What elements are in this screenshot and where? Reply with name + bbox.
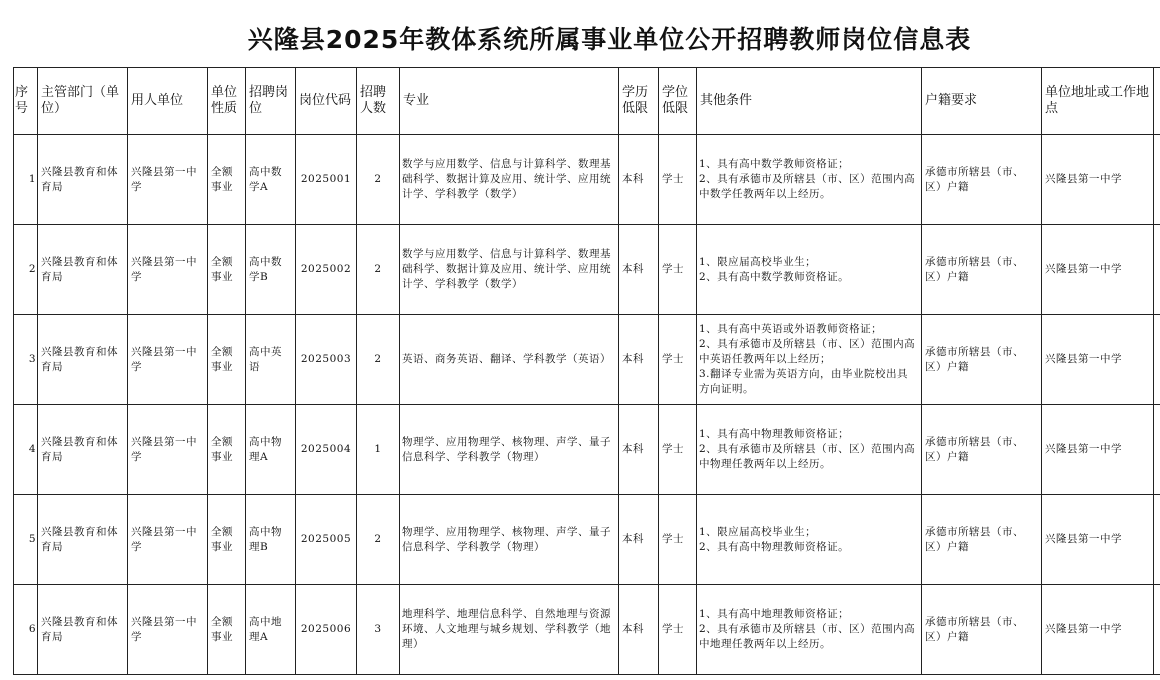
cell-extra [1154,225,1160,315]
cell-conditions [697,225,922,315]
header-addr: 单位地址或工作地点 [1042,68,1154,135]
condition-line: 2、具有承德市及所辖县（市、区）范围内高中数学任教两年以上经历。 [699,173,916,200]
cell-degree: 学士 [659,225,697,315]
cell-major: 英语、商务英语、翻译、学科教学（英语） [400,315,619,405]
cell-count: 1 [357,405,400,495]
cell-dept: 兴隆县教育和体育局 [38,495,128,585]
cell-extra [1154,495,1160,585]
cell-huji: 承德市所辖县（市、区）户籍 [922,315,1042,405]
cell-post: 高中地理A [246,585,296,675]
cell-conditions [697,135,922,225]
header-degree: 学位低限 [659,68,697,135]
cell-addr: 兴隆县第一中学 [1042,405,1154,495]
cell-dept: 兴隆县教育和体育局 [38,135,128,225]
cell-unit: 兴隆县第一中学 [128,315,208,405]
cell-huji: 承德市所辖县（市、区）户籍 [922,135,1042,225]
header-nature: 单位性质 [208,68,246,135]
cell-nature: 全额事业 [208,405,246,495]
cell-idx: 6 [14,585,38,675]
cell-code: 2025006 [296,585,357,675]
cell-dept: 兴隆县教育和体育局 [38,315,128,405]
cell-idx: 1 [14,135,38,225]
header-edu: 学历低限 [619,68,659,135]
cell-unit: 兴隆县第一中学 [128,405,208,495]
cell-code: 2025001 [296,135,357,225]
cell-addr: 兴隆县第一中学 [1042,585,1154,675]
table-row [14,495,1160,585]
cell-count: 3 [357,585,400,675]
condition-line: 2、具有承德市及所辖县（市、区）范围内高中地理任教两年以上经历。 [699,623,916,650]
cell-conditions [697,405,922,495]
cell-major: 数学与应用数学、信息与计算科学、数理基础科学、数据计算及应用、统计学、应用统计学、学科教学（数学） [400,135,619,225]
condition-line: 2、具有承德市及所辖县（市、区）范围内高中英语任教两年以上经历； [699,338,916,365]
cell-extra [1154,405,1160,495]
cell-degree: 学士 [659,495,697,585]
cell-major: 地理科学、地理信息科学、自然地理与资源环境、人文地理与城乡规划、学科教学（地理） [400,585,619,675]
condition-line: 2、具有高中物理教师资格证。 [699,540,850,553]
table-row [14,585,1160,675]
cell-edu: 本科 [619,585,659,675]
cell-conditions [697,495,922,585]
cell-dept: 兴隆县教育和体育局 [38,405,128,495]
cell-post: 高中数学B [246,225,296,315]
table-row [14,135,1160,225]
cell-idx: 4 [14,405,38,495]
cell-count: 2 [357,225,400,315]
condition-line: 2、具有承德市及所辖县（市、区）范围内高中物理任教两年以上经历。 [699,443,916,470]
cell-code: 2025004 [296,405,357,495]
cell-count: 2 [357,315,400,405]
cell-addr: 兴隆县第一中学 [1042,315,1154,405]
header-idx: 序号 [14,68,38,135]
table-row [14,405,1160,495]
header-code: 岗位代码 [296,68,357,135]
condition-line: 1、限应届高校毕业生； [699,255,817,268]
condition-line: 1、具有高中英语或外语教师资格证； [699,323,883,335]
cell-extra [1154,135,1160,225]
cell-idx: 2 [14,225,38,315]
cell-post: 高中物理B [246,495,296,585]
cell-edu: 本科 [619,225,659,315]
page-title: 兴隆县2025年教体系统所属事业单位公开招聘教师岗位信息表 [247,25,972,54]
header-major: 专业 [400,68,619,135]
cell-conditions [697,315,922,405]
cell-huji: 承德市所辖县（市、区）户籍 [922,585,1042,675]
cell-extra [1154,585,1160,675]
cell-dept: 兴隆县教育和体育局 [38,225,128,315]
cell-degree: 学士 [659,585,697,675]
cell-huji: 承德市所辖县（市、区）户籍 [922,225,1042,315]
condition-line: 1、具有高中地理教师资格证； [699,608,850,620]
cell-huji: 承德市所辖县（市、区）户籍 [922,495,1042,585]
cell-count: 2 [357,135,400,225]
table-body [14,135,1160,675]
table-row [14,225,1160,315]
cell-major: 物理学、应用物理学、核物理、声学、量子信息科学、学科教学（物理） [400,495,619,585]
cell-huji: 承德市所辖县（市、区）户籍 [922,405,1042,495]
cell-nature: 全额事业 [208,225,246,315]
cell-major: 数学与应用数学、信息与计算科学、数理基础科学、数据计算及应用、统计学、应用统计学、学科教学（数学） [400,225,619,315]
cell-nature: 全额事业 [208,495,246,585]
header-unit: 用人单位 [128,68,208,135]
table-header-row [14,68,1160,135]
header-huji: 户籍要求 [922,68,1042,135]
header-conditions: 其他条件 [697,68,922,135]
cell-dept: 兴隆县教育和体育局 [38,585,128,675]
header-post: 招聘岗位 [246,68,296,135]
cell-idx: 3 [14,315,38,405]
cell-nature: 全额事业 [208,135,246,225]
cell-nature: 全额事业 [208,585,246,675]
cell-edu: 本科 [619,405,659,495]
cell-degree: 学士 [659,315,697,405]
cell-degree: 学士 [659,135,697,225]
cell-count: 2 [357,495,400,585]
cell-code: 2025005 [296,495,357,585]
cell-major: 物理学、应用物理学、核物理、声学、量子信息科学、学科教学（物理） [400,405,619,495]
cell-post: 高中英语 [246,315,296,405]
condition-line: 2、具有高中数学教师资格证。 [699,270,850,283]
cell-edu: 本科 [619,315,659,405]
cell-addr: 兴隆县第一中学 [1042,135,1154,225]
cell-degree: 学士 [659,405,697,495]
cell-unit: 兴隆县第一中学 [128,135,208,225]
table-row [14,315,1160,405]
job-table [13,67,1160,675]
header-extra [1154,68,1160,135]
condition-line: 1、限应届高校毕业生； [699,525,817,538]
cell-addr: 兴隆县第一中学 [1042,495,1154,585]
cell-post: 高中物理A [246,405,296,495]
cell-code: 2025003 [296,315,357,405]
cell-code: 2025002 [296,225,357,315]
cell-edu: 本科 [619,135,659,225]
condition-line: 1、具有高中物理教师资格证； [699,428,850,440]
cell-post: 高中数学A [246,135,296,225]
cell-idx: 5 [14,495,38,585]
cell-unit: 兴隆县第一中学 [128,495,208,585]
cell-extra [1154,315,1160,405]
header-count: 招聘人数 [357,68,400,135]
cell-conditions [697,585,922,675]
cell-unit: 兴隆县第一中学 [128,225,208,315]
header-dept: 主管部门（单位） [38,68,128,135]
cell-addr: 兴隆县第一中学 [1042,225,1154,315]
cell-edu: 本科 [619,495,659,585]
cell-nature: 全额事业 [208,315,246,405]
condition-line: 1、具有高中数学教师资格证； [699,158,850,170]
condition-line: 3.翻译专业需为英语方向，由毕业院校出具方向证明。 [699,368,909,395]
cell-unit: 兴隆县第一中学 [128,585,208,675]
